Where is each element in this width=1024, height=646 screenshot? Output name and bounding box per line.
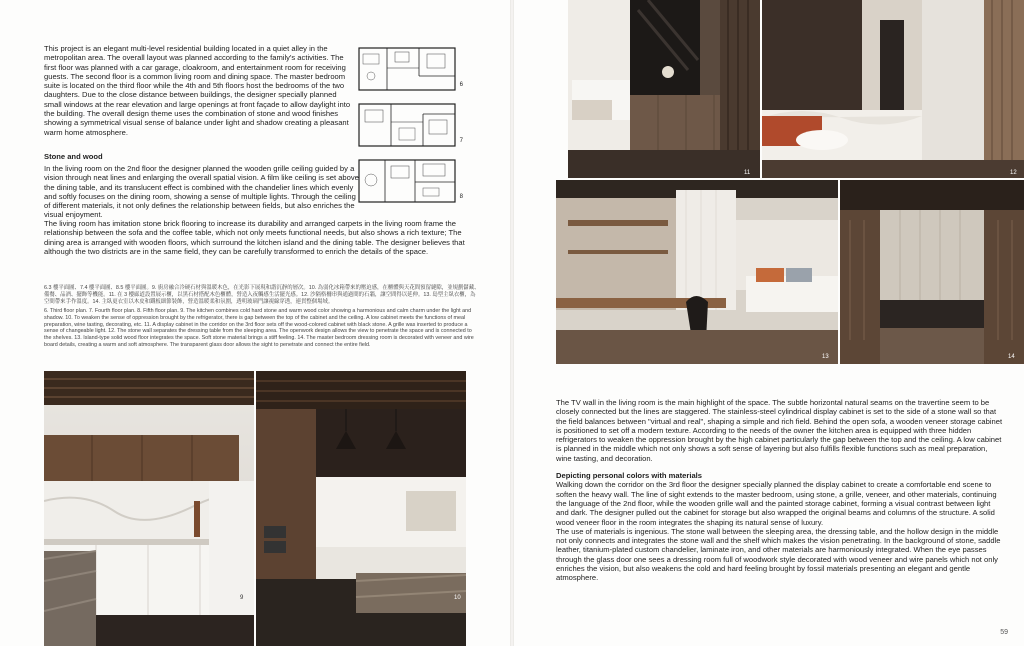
stone-wood-text-narrow <box>44 164 362 220</box>
floor-plans <box>357 44 465 214</box>
plan-number: 8 <box>459 194 463 200</box>
floor-plan-third <box>357 46 463 92</box>
materials-paragraph-1: Walking down the corridor on the 3rd floor the designer specially planned the display cabinet to create a comfortable end scene to soften the heavy wall. The line of sight extends to the master bedroom, using stone, a grille, veneer, and other materials, continuing the language of the 2nd floor, while the wooden grille wall and the painted storage cabinet, forming a visual contrast between light and dark. The designer pulled out the cabinet for storage but also wrapped the original beams and columns of the structure. A solid wood veneer floor in the room integrates the shaping its natural sense of luxury. <box>556 480 997 527</box>
section-heading-materials: Depicting personal colors with materials <box>556 471 703 481</box>
stone-wood-paragraph-2: The living room has imitation stone brick flooring to increase its durability and arranged carpets in the living room frame the relationship between the sofa and the coffee table, which not only meets functional needs, but also shows a rich texture; The dining area is arranged with wooden floors, which surround the kitchen island and the dining table. The designer believes that although the two districts are in the same field, they can be carefully transformed to enrich the details of the space. <box>44 219 465 256</box>
stone-wood-paragraph-1: In the living room on the 2nd floor the designer planned the wooden grille ceiling guided by a vision through neat lines and enlarging the overall spatial vision. A film like ceiling is set above the dining table, and its translucent effect is combined with the chandelier lines which evenly and softly focuses on the dining room, showing a sense of multiple lights. Through the ceiling of different materials, it not only defines the relationship between fields, but also enriches the visual enjoyment. <box>44 164 359 220</box>
caption-chinese: 6.3 樓平面圖、7.4 樓平面圖、8.5 樓平面圖。9. 廚房融合冷硬石材與溫暖木色，在光影下展現和諧沉靜的層次。10. 為弱化冰箱帶來的壓迫感，在櫃體與天花間預留縫隙，並規劃儲藏、備餐、品酒、擺飾等機能。11. 在 3 樓廊道設置展示櫃，以黑石材搭配木色櫃體，營造入夜觸感生活擺光感。12. 沙隔格柵串與通過間的石牆，讓空間得以延伸。13. 島型主臥衣櫃，為空間帶來手作溫度。14. 主臥更衣室以木皮和鐵板細節裝飾，營造溫暖柔和氛圍，透明玻璃門讓視線穿透，連貫整個場域。 <box>44 285 480 305</box>
page-number: 59 <box>1000 629 1008 636</box>
intro-paragraph: This project is an elegant multi-level residential building located in a quiet alley in the metropolitan area. The overall layout was planned according to the family's activities. The first floor was planned with a car garage, cloakroom, and entertainment room for receiving guests. The second floor is a common living room and dining space. The master bedroom suite is located on the third floor while the 4th and 5th floors host the bedrooms of the two daughters. Due to the close distance between buildings, the designer specially planned small windows at the rear elevation and large openings at front façade to allow daylight into the building. The overall design theme uses the combination of stone and wood finishes showing a symmetrical visual sense of balance under light and shadow creating a pleasant warm home atmosphere. <box>44 44 351 137</box>
intro-text-block <box>44 44 354 137</box>
stone-wood-text-wide <box>44 219 480 256</box>
photo-number: 12 <box>1010 170 1017 176</box>
right-page <box>514 0 1024 646</box>
photo-number: 14 <box>1008 354 1015 360</box>
stone-wood-section <box>44 152 356 161</box>
photo-bedroom-desk <box>556 180 838 364</box>
section-heading-stone-wood: Stone and wood <box>44 152 103 161</box>
photo-number: 9 <box>240 595 244 601</box>
photo-number: 11 <box>744 170 751 176</box>
tv-wall-paragraph: The TV wall in the living room is the main highlight of the space. The subtle horizontal natural seams on the travertine seem to be closely connected but the lines are staggered. The stainless-steel cylindrical display cabinet is set to the side of a stone wall so that the field balances between "virtual and real", shaping a simple and rich field. Behind the open sofa, a wooden veneer storage cabinet is positioned to set off a modern texture. According to the needs of the owner the kitchen area is equipped with three hidden refrigerators to weaken the oppression brought by the high cabinet particularly the gap between the top and the ceiling. A low cabinet is planned in the middle which not only shows a soft sense of layering but also fulfills flexible functions such as meal preparation, wine tasting, and decoration. <box>556 398 1003 463</box>
caption-english: 6. Third floor plan. 7. Fourth floor plan. 8. Fifth floor plan. 9. The kitchen combines cold hard stone and warm wood color showing a harmonious and calm charm under the light and shadow. 10. To weaken the sense of oppression brought by the refrigerator, there is gap between the top of the cabinet and the ceiling. A low cabinet meets the functions of meal preparation, wine tasting, decorating, etc. 11. A display cabinet in the corridor on the 3rd floor sets off the wood-colored cabinet with black stone. A grille was inserted to produce a sense of changeable light. 12. The stone wall separates the dressing table from the sleeping area. The openwork design allows the view to penetrate the space and is connected to the shelves. 13. Island-type solid wood floor integrates the space. Soft stone material brings a stiff feeling. 14. The master bedroom dressing room is decorated with veneer and wire board details, creating a warm and soft atmosphere. The transparent glass door allows the sight to penetrate and connect the entire field. <box>44 307 474 349</box>
photo-number: 13 <box>822 354 829 360</box>
photo-dressing-room <box>840 180 1024 364</box>
captions-block <box>44 285 480 349</box>
plan-number: 6 <box>459 82 463 88</box>
floor-plan-fourth <box>357 102 463 148</box>
photo-master-bedroom <box>762 0 1024 178</box>
photo-number: 10 <box>454 595 461 601</box>
plan-number: 7 <box>459 138 463 144</box>
photo-kitchen-island <box>256 371 466 646</box>
left-page <box>0 0 510 646</box>
photo-corridor-display <box>568 0 760 178</box>
materials-paragraph-2: The use of materials is ingenious. The stone wall between the sleeping area, the dressing table, and the hollow design in the middle not only connects and integrates the stone wall and the shelf which makes the vision penetrating. In the background of stone, saddle leather, titanium-plated custom chandelier, laminate iron, and other materials are harmoniously integrated. When the eye passes through the glass door one sees a dressing room full of woodwork style decorated with wood veneer and wire panels which not only enriches the vision, but also weakens the cold and hard feeling brought by fossil materials presenting an elegant and gentle atmosphere. <box>556 526 1001 583</box>
floor-plan-fifth <box>357 158 463 204</box>
photo-kitchen <box>44 371 254 646</box>
right-text-block <box>556 398 1004 583</box>
